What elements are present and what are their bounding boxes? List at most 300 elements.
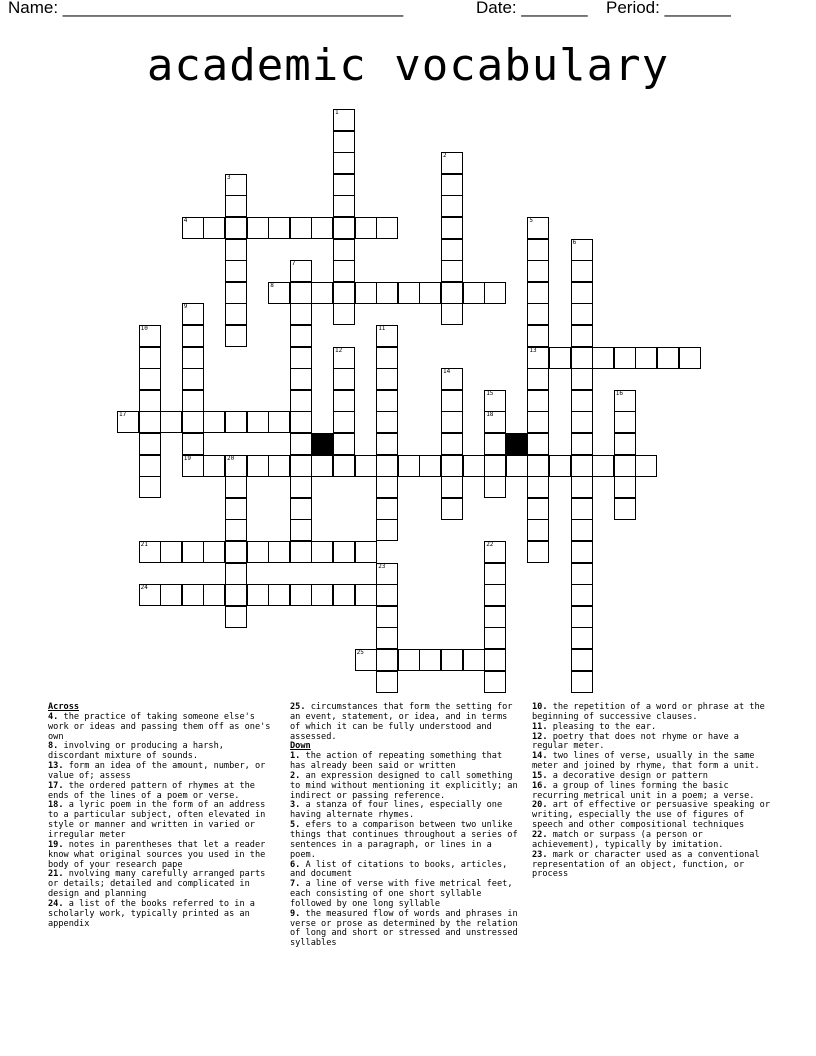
crossword-cell[interactable]	[527, 239, 549, 261]
clue-item	[290, 821, 522, 860]
crossword-cell[interactable]	[527, 260, 549, 282]
crossword-cell[interactable]	[139, 541, 161, 563]
crossword-cell[interactable]	[182, 347, 204, 369]
clue-item	[532, 851, 770, 881]
crossword-cell[interactable]	[333, 541, 355, 563]
clue-number: 14	[443, 368, 451, 376]
crossword-cell[interactable]	[571, 627, 593, 649]
clue-number: 7	[291, 260, 296, 268]
crossword-cell[interactable]	[290, 260, 312, 282]
crossword-cell[interactable]	[290, 347, 312, 369]
crossword-cell[interactable]	[571, 260, 593, 282]
crossword-cell[interactable]	[160, 584, 182, 606]
clue-text: circumstances that form the setting for an event, statement, or idea, and in terms of which it can be fully understood and assessed.	[290, 702, 513, 742]
crossword-cell[interactable]	[333, 368, 355, 390]
crossword-cell[interactable]	[268, 584, 290, 606]
clue-number-label: 7.	[290, 879, 301, 890]
crossword-cell[interactable]	[441, 649, 463, 671]
crossword-cell[interactable]	[225, 217, 247, 239]
crossword-cell[interactable]	[614, 476, 636, 498]
crossword-cell[interactable]	[571, 239, 593, 261]
crossword-cell[interactable]	[333, 390, 355, 412]
crossword-cell[interactable]	[290, 325, 312, 347]
crossword-cell[interactable]	[268, 282, 290, 304]
crossword-cell[interactable]	[376, 411, 398, 433]
crossword-cell[interactable]	[355, 217, 377, 239]
crossword-cell[interactable]	[571, 411, 593, 433]
clue-text: involving or producing a harsh, discordant mixture of sounds.	[48, 741, 224, 762]
crossword-cell[interactable]	[614, 498, 636, 520]
crossword-cell[interactable]	[571, 282, 593, 304]
crossword-cell[interactable]	[571, 606, 593, 628]
crossword-cell[interactable]	[549, 347, 571, 369]
crossword-cell[interactable]	[290, 303, 312, 325]
clue-item	[290, 772, 522, 802]
crossword-cell[interactable]	[333, 217, 355, 239]
crossword-cell[interactable]	[376, 671, 398, 693]
crossword-cell[interactable]	[527, 455, 549, 477]
crossword-cell[interactable]	[592, 455, 614, 477]
crossword-cell[interactable]	[333, 239, 355, 261]
clue-text: the measured flow of words and phrases in verse or prose as determined by the relation of long and short or stressed and unstressed syllables	[290, 908, 518, 949]
crossword-cell[interactable]	[290, 282, 312, 304]
crossword-cell[interactable]	[527, 390, 549, 412]
crossword-cell[interactable]	[376, 282, 398, 304]
clue-number: 5	[529, 217, 534, 224]
crossword-cell[interactable]	[182, 390, 204, 412]
crossword-cell[interactable]	[419, 649, 441, 671]
clue-item	[290, 861, 522, 881]
clue-text: a lyric poem in the form of an address to a particular subject, often elevated in style or manner and written in varied or irregular meter	[48, 800, 266, 840]
clue-number-label: 18.	[48, 800, 64, 811]
clue-text: nvolving many carefully arranged parts or details; detailed and complicated in design and planning	[48, 869, 266, 900]
crossword-cell[interactable]	[441, 411, 463, 433]
clue-number-label: 16.	[532, 780, 548, 791]
clue-text: efers to a comparison between two unlike things that continues throughout a series of sentences in a paragraph, or lines in a poem.	[290, 820, 518, 860]
crossword-cell[interactable]	[225, 519, 247, 541]
crossword-cell[interactable]	[182, 325, 204, 347]
crossword-cell[interactable]	[333, 109, 355, 131]
crossword-cell[interactable]	[484, 282, 506, 304]
crossword-cell[interactable]	[441, 498, 463, 520]
crossword-cell[interactable]	[203, 541, 225, 563]
crossword-cell[interactable]	[225, 325, 247, 347]
crossword-cell[interactable]	[571, 325, 593, 347]
crossword-cell[interactable]	[355, 584, 377, 606]
crossword-cell[interactable]	[571, 563, 593, 585]
clues-column-1	[48, 703, 278, 929]
date-field-label[interactable]: Date: _______	[476, 0, 588, 17]
crossword-cell[interactable]	[527, 476, 549, 498]
crossword-cell[interactable]	[203, 411, 225, 433]
clue-number: 6	[572, 238, 577, 246]
clue-text: a list of the books referred to in a scholarly work, typically printed as an appendix	[48, 898, 255, 929]
crossword-cell[interactable]	[268, 217, 290, 239]
crossword-cell[interactable]	[614, 347, 636, 369]
clue-number: 22	[486, 541, 494, 548]
crossword-cell[interactable]	[333, 152, 355, 174]
clue-number-label: 9.	[290, 908, 301, 919]
crossword-cell[interactable]	[484, 584, 506, 606]
crossword-cell[interactable]	[614, 433, 636, 455]
clue-number-label: 15.	[532, 770, 548, 781]
crossword-cell[interactable]	[376, 519, 398, 541]
clue-text: form an idea of the amount, number, or value of; assess	[48, 761, 266, 781]
crossword-cell[interactable]	[139, 347, 161, 369]
clue-item	[290, 752, 522, 772]
crossword-cell[interactable]	[203, 455, 225, 477]
crossword-cell[interactable]	[139, 325, 161, 347]
crossword-cell[interactable]	[376, 433, 398, 455]
crossword-cell[interactable]	[441, 282, 463, 304]
crossword-cell[interactable]	[419, 282, 441, 304]
clue-item	[290, 910, 522, 949]
clue-number: 18	[486, 411, 494, 419]
crossword-cell[interactable]	[527, 433, 549, 455]
clue-item	[532, 733, 770, 753]
clue-text: notes in parentheses that let a reader know what original sources you used in the body of your research pape	[48, 839, 266, 870]
clue-number-label: 11.	[532, 721, 548, 732]
crossword-cell[interactable]	[225, 303, 247, 325]
crossword-cell[interactable]	[484, 455, 506, 477]
clue-number: 10	[140, 325, 148, 332]
crossword-cell[interactable]	[355, 455, 377, 477]
clue-number-label: 22.	[532, 829, 548, 840]
clue-number-label: 24.	[48, 898, 64, 909]
crossword-cell[interactable]	[441, 195, 463, 217]
crossword-cell[interactable]	[225, 476, 247, 498]
crossword-cell[interactable]	[225, 174, 247, 196]
clue-number: 20	[227, 454, 235, 462]
crossword-cell[interactable]	[225, 260, 247, 282]
crossword-cell[interactable]	[441, 239, 463, 261]
clue-number: 3	[227, 173, 231, 181]
clue-number: 15	[486, 389, 494, 397]
crossword-cell[interactable]	[571, 649, 593, 671]
clue-text: the practice of taking someone else's work or ideas and passing them off as one's own	[48, 711, 271, 742]
crossword-cell[interactable]	[441, 260, 463, 282]
crossword-cell[interactable]	[290, 541, 312, 563]
clue-item	[48, 801, 278, 840]
crossword-block	[506, 433, 528, 455]
crossword-cell[interactable]	[247, 455, 269, 477]
crossword-cell[interactable]	[333, 347, 355, 369]
clue-text: a line of verse with five metrical feet, each consisting of one short syllable followed by one long syllable	[290, 879, 513, 909]
clue-item	[290, 880, 522, 910]
clue-item	[532, 831, 770, 851]
crossword-cell[interactable]	[355, 541, 377, 563]
crossword-cell[interactable]	[290, 498, 312, 520]
crossword-cell[interactable]	[527, 347, 549, 369]
across-heading: Across	[48, 702, 80, 712]
crossword-cell[interactable]	[376, 455, 398, 477]
clues-column-3	[532, 703, 770, 880]
clue-text: a decorative design or pattern	[547, 770, 708, 781]
clue-text: match or surpass (a person or achievement), typically by imitation.	[532, 829, 724, 850]
clue-number-label: 17.	[48, 780, 64, 791]
crossword-cell[interactable]	[376, 368, 398, 390]
crossword-cell[interactable]	[333, 303, 355, 325]
crossword-cell[interactable]	[290, 476, 312, 498]
crossword-cell[interactable]	[376, 584, 398, 606]
crossword-cell[interactable]	[527, 282, 549, 304]
clue-number-label: 5.	[290, 820, 301, 831]
crossword-cell[interactable]	[225, 541, 247, 563]
crossword-cell[interactable]	[182, 455, 204, 477]
clue-text: two lines of verse, usually in the same meter and joined by rhyme, that form a unit.	[532, 751, 760, 772]
crossword-cell[interactable]	[484, 390, 506, 412]
crossword-cell[interactable]	[139, 584, 161, 606]
clue-item	[532, 801, 770, 831]
crossword-cell[interactable]	[527, 325, 549, 347]
clues-column-2	[290, 703, 522, 949]
crossword-cell[interactable]	[311, 217, 333, 239]
crossword-cell[interactable]	[225, 498, 247, 520]
crossword-cell[interactable]	[527, 303, 549, 325]
crossword-cell[interactable]	[571, 519, 593, 541]
crossword-cell[interactable]	[614, 390, 636, 412]
crossword-cell[interactable]	[484, 606, 506, 628]
crossword-cell[interactable]	[311, 455, 333, 477]
crossword-cell[interactable]	[441, 303, 463, 325]
clue-number-label: 6.	[290, 859, 301, 870]
crossword-cell[interactable]	[463, 649, 485, 671]
crossword-cell[interactable]	[268, 455, 290, 477]
clue-text: pleasing to the ear.	[547, 721, 657, 732]
crossword-cell[interactable]	[398, 455, 420, 477]
clue-number: 25	[356, 649, 364, 656]
crossword-cell[interactable]	[290, 411, 312, 433]
crossword-cell[interactable]	[160, 411, 182, 433]
crossword-cell[interactable]	[441, 217, 463, 239]
crossword-cell[interactable]	[225, 282, 247, 304]
crossword-cell[interactable]	[290, 368, 312, 390]
crossword-cell[interactable]	[355, 282, 377, 304]
crossword-cell[interactable]	[268, 411, 290, 433]
crossword-cell[interactable]	[571, 347, 593, 369]
crossword-cell[interactable]	[484, 433, 506, 455]
crossword-cell[interactable]	[571, 390, 593, 412]
crossword-cell[interactable]	[571, 433, 593, 455]
crossword-cell[interactable]	[182, 584, 204, 606]
clue-number-label: 23.	[532, 849, 548, 860]
crossword-cell[interactable]	[571, 368, 593, 390]
crossword-cell[interactable]	[139, 368, 161, 390]
clue-number-label: 8.	[48, 741, 59, 752]
crossword-cell[interactable]	[182, 411, 204, 433]
crossword-cell[interactable]	[376, 563, 398, 585]
crossword-cell[interactable]	[484, 476, 506, 498]
crossword-cell[interactable]	[333, 433, 355, 455]
crossword-cell[interactable]	[441, 476, 463, 498]
crossword-cell[interactable]	[571, 671, 593, 693]
crossword-cell[interactable]	[268, 541, 290, 563]
crossword-cell[interactable]	[441, 455, 463, 477]
crossword-cell[interactable]	[182, 303, 204, 325]
crossword-cell[interactable]	[571, 541, 593, 563]
crossword-cell[interactable]	[225, 563, 247, 585]
crossword-cell[interactable]	[527, 498, 549, 520]
crossword-cell[interactable]	[203, 584, 225, 606]
crossword-cell[interactable]	[247, 584, 269, 606]
clue-number-label: 13.	[48, 761, 64, 772]
clue-item	[532, 703, 770, 723]
crossword-cell[interactable]	[441, 368, 463, 390]
crossword-cell[interactable]	[225, 411, 247, 433]
crossword-cell[interactable]	[203, 217, 225, 239]
crossword-cell[interactable]	[635, 347, 657, 369]
clue-number: 16	[615, 389, 624, 397]
crossword-cell[interactable]	[592, 347, 614, 369]
crossword-cell[interactable]	[376, 347, 398, 369]
crossword-cell[interactable]	[398, 282, 420, 304]
crossword-cell[interactable]	[333, 584, 355, 606]
crossword-cell[interactable]	[182, 368, 204, 390]
clue-text: mark or character used as a conventional representation of an object, function, or process	[532, 849, 760, 880]
crossword-cell[interactable]	[614, 411, 636, 433]
crossword-cell[interactable]	[225, 239, 247, 261]
crossword-cell[interactable]	[333, 260, 355, 282]
clue-text: art of effective or persuasive speaking or writing, especially the use of figures of speech and other compositional techniques	[532, 800, 771, 831]
crossword-cell[interactable]	[571, 476, 593, 498]
crossword-cell[interactable]	[333, 131, 355, 153]
crossword-cell[interactable]	[225, 195, 247, 217]
clue-number-label: 19.	[48, 839, 64, 850]
clue-text: poetry that does not rhyme or have a regular meter.	[532, 731, 739, 752]
crossword-cell[interactable]	[225, 455, 247, 477]
crossword-cell[interactable]	[182, 217, 204, 239]
crossword-cell[interactable]	[398, 649, 420, 671]
crossword-cell[interactable]	[419, 455, 441, 477]
crossword-cell[interactable]	[139, 433, 161, 455]
crossword-cell[interactable]	[441, 433, 463, 455]
clue-text: a group of lines forming the basic recurring metrical unit in a poem; a verse.	[532, 780, 755, 801]
crossword-cell[interactable]	[549, 455, 571, 477]
period-field-label[interactable]: Period: _______	[606, 0, 731, 17]
crossword-cell[interactable]	[571, 455, 593, 477]
clue-item	[48, 900, 278, 930]
crossword-cell[interactable]	[506, 455, 528, 477]
crossword-cell[interactable]	[527, 217, 549, 239]
crossword-cell[interactable]	[376, 390, 398, 412]
crossword-cell[interactable]	[290, 217, 312, 239]
clue-number-label: 21.	[48, 869, 64, 880]
clue-item	[532, 782, 770, 802]
crossword-cell[interactable]	[355, 649, 377, 671]
crossword-cell[interactable]	[139, 455, 161, 477]
clue-item	[290, 801, 522, 821]
crossword-cell[interactable]	[484, 541, 506, 563]
crossword-cell[interactable]	[484, 563, 506, 585]
crossword-cell[interactable]	[311, 282, 333, 304]
crossword-cell[interactable]	[484, 411, 506, 433]
clue-text: the ordered pattern of rhymes at the ends of the lines of a poem or verse.	[48, 780, 255, 801]
clue-number: 17	[119, 411, 127, 419]
clue-number-label: 14.	[532, 751, 548, 762]
crossword-cell[interactable]	[441, 152, 463, 174]
crossword-cell[interactable]	[290, 455, 312, 477]
crossword-cell[interactable]	[657, 347, 679, 369]
crossword-cell[interactable]	[290, 519, 312, 541]
crossword-cell[interactable]	[117, 411, 139, 433]
clue-item	[48, 841, 278, 871]
crossword-block	[311, 433, 333, 455]
crossword-cell[interactable]	[635, 455, 657, 477]
crossword-cell[interactable]	[376, 325, 398, 347]
crossword-cell[interactable]	[225, 584, 247, 606]
crossword-cell[interactable]	[679, 347, 701, 369]
crossword-cell[interactable]	[614, 455, 636, 477]
clue-text: A list of citations to books, articles, and document	[290, 859, 508, 880]
crossword-cell[interactable]	[484, 671, 506, 693]
clue-text: the action of repeating something that has already been said or written	[290, 751, 503, 772]
clue-number-label: 4.	[48, 711, 59, 722]
crossword-cell[interactable]	[333, 455, 355, 477]
crossword-cell[interactable]	[225, 606, 247, 628]
clue-number: 4	[183, 217, 188, 224]
crossword-cell[interactable]	[527, 541, 549, 563]
crossword-cell[interactable]	[484, 627, 506, 649]
crossword-cell[interactable]	[290, 584, 312, 606]
crossword-cell[interactable]	[290, 390, 312, 412]
crossword-cell[interactable]	[182, 541, 204, 563]
crossword-cell[interactable]	[376, 627, 398, 649]
crossword-cell[interactable]	[376, 498, 398, 520]
crossword-cell[interactable]	[333, 282, 355, 304]
crossword-cell[interactable]	[376, 649, 398, 671]
clue-number: 2	[443, 152, 447, 160]
crossword-cell[interactable]	[571, 303, 593, 325]
crossword-cell[interactable]	[527, 368, 549, 390]
crossword-cell[interactable]	[463, 282, 485, 304]
crossword-cell[interactable]	[333, 174, 355, 196]
clue-number: 12	[335, 346, 343, 354]
crossword-cell[interactable]	[290, 433, 312, 455]
crossword-cell[interactable]	[571, 498, 593, 520]
clue-number-label: 10.	[532, 702, 548, 712]
crossword-cell[interactable]	[571, 584, 593, 606]
crossword-cell[interactable]	[182, 433, 204, 455]
clue-text: an expression designed to call something to mind without mentioning it explicitly; an indirect or passing reference.	[290, 770, 518, 801]
clue-number-label: 20.	[532, 800, 548, 811]
crossword-cell[interactable]	[333, 195, 355, 217]
crossword-cell[interactable]	[139, 390, 161, 412]
crossword-cell[interactable]	[247, 217, 269, 239]
clue-item	[532, 752, 770, 772]
crossword-cell[interactable]	[527, 519, 549, 541]
crossword-cell[interactable]	[376, 606, 398, 628]
crossword-cell[interactable]	[463, 455, 485, 477]
crossword-cell[interactable]	[333, 411, 355, 433]
crossword-cell[interactable]	[311, 584, 333, 606]
clue-number-label: 25.	[290, 702, 306, 712]
crossword-cell[interactable]	[247, 411, 269, 433]
crossword-cell[interactable]	[139, 411, 161, 433]
crossword-cell[interactable]	[484, 649, 506, 671]
clue-number: 21	[140, 541, 148, 548]
crossword-cell[interactable]	[160, 541, 182, 563]
crossword-cell[interactable]	[311, 541, 333, 563]
crossword-cell[interactable]	[441, 174, 463, 196]
crossword-cell[interactable]	[139, 476, 161, 498]
crossword-cell[interactable]	[527, 411, 549, 433]
crossword-cell[interactable]	[376, 217, 398, 239]
crossword-cell[interactable]	[247, 541, 269, 563]
clue-item	[48, 742, 278, 762]
crossword-cell[interactable]	[441, 390, 463, 412]
crossword-cell[interactable]	[376, 476, 398, 498]
name-field-label[interactable]: Name: ____________________________________	[8, 0, 404, 17]
